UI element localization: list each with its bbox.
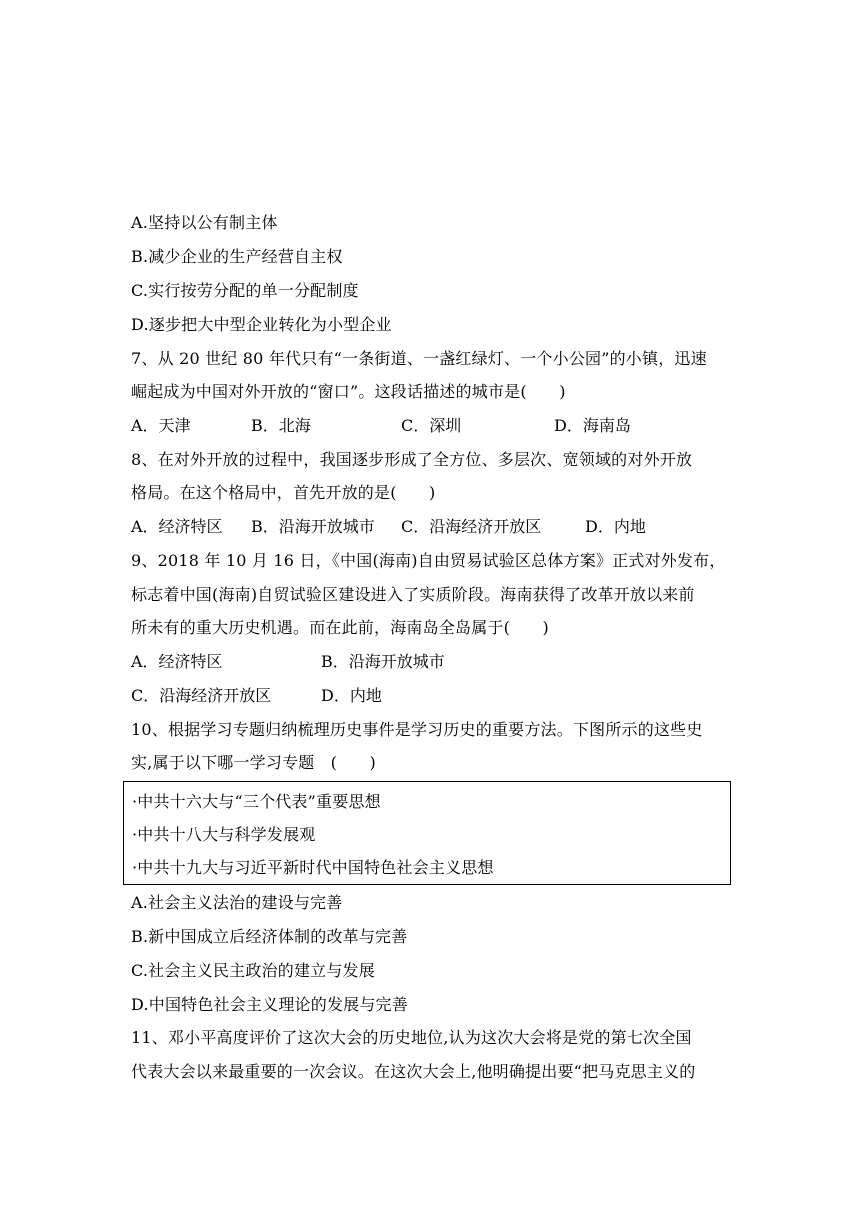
q10-box-item-2: ·中共十八大与科学发展观 bbox=[132, 825, 316, 844]
q9-stem-line-2: 标志着中国(海南)自贸试验区建设进入了实质阶段。海南获得了改革开放以来前 bbox=[131, 585, 695, 604]
q7-options bbox=[131, 416, 737, 436]
q10-option-c: C.社会主义民主政治的建立与发展 bbox=[131, 961, 375, 980]
q9-option-c: C．沿海经济开放区 bbox=[131, 686, 272, 705]
q8-option-a: A．经济特区 bbox=[131, 517, 223, 536]
q8-option-b: B．沿海开放城市 bbox=[251, 517, 375, 536]
q8-stem-line-2: 格局。在这个格局中，首先开放的是( ) bbox=[131, 483, 436, 502]
q9-options-row-2 bbox=[131, 686, 737, 706]
q8-options bbox=[131, 517, 737, 537]
q7-option-a: A．天津 bbox=[131, 416, 191, 435]
q8-option-d: D．内地 bbox=[585, 517, 646, 536]
q7-option-b: B．北海 bbox=[251, 416, 311, 435]
q11-stem-line-1: 11、邓小平高度评价了这次大会的历史地位,认为这次大会将是党的第七次全国 bbox=[131, 1028, 692, 1047]
q6-option-a: A.坚持以公有制主体 bbox=[131, 213, 278, 232]
q7-stem-line-1: 7、从 20 世纪 80 年代只有“一条街道、一盏红绿灯、一个小公园”的小镇，迅速 bbox=[131, 349, 707, 368]
q9-option-b: B．沿海开放城市 bbox=[321, 652, 445, 671]
q10-stem-line-2: 实,属于以下哪一学习专题 ( ) bbox=[131, 753, 376, 772]
q9-stem-line-3: 所未有的重大历史机遇。而在此前，海南岛全岛属于( ) bbox=[131, 618, 549, 637]
q10-option-a: A.社会主义法治的建设与完善 bbox=[131, 893, 343, 912]
q7-option-d: D．海南岛 bbox=[554, 416, 631, 435]
q6-option-c: C.实行按劳分配的单一分配制度 bbox=[131, 281, 359, 300]
q9-option-a: A．经济特区 bbox=[131, 652, 223, 671]
q10-option-d: D.中国特色社会主义理论的发展与完善 bbox=[131, 995, 408, 1014]
q9-options-row-1 bbox=[131, 652, 737, 672]
q10-info-box bbox=[123, 781, 731, 885]
q9-stem-line-1: 9、2018 年 10 月 16 日，《中国(海南)自由贸易试验区总体方案》正式对外发布， bbox=[131, 551, 726, 570]
q7-stem-line-2: 崛起成为中国对外开放的“窗口”。这段话描述的城市是( ) bbox=[131, 382, 566, 401]
q10-box-item-1: ·中共十六大与“三个代表”重要思想 bbox=[132, 792, 381, 811]
q10-box-item-3: ·中共十九大与习近平新时代中国特色社会主义思想 bbox=[132, 858, 494, 877]
q10-stem-line-1: 10、根据学习专题归纳梳理历史事件是学习历史的重要方法。下图所示的这些史 bbox=[131, 720, 703, 739]
q9-option-d: D．内地 bbox=[321, 686, 382, 705]
q6-option-d: D.逐步把大中型企业转化为小型企业 bbox=[131, 315, 392, 334]
q11-stem-line-2: 代表大会以来最重要的一次会议。在这次大会上,他明确提出要“把马克思主义的 bbox=[131, 1062, 696, 1081]
q8-stem-line-1: 8、在对外开放的过程中，我国逐步形成了全方位、多层次、宽领域的对外开放 bbox=[131, 450, 693, 469]
q10-option-b: B.新中国成立后经济体制的改革与完善 bbox=[131, 927, 408, 946]
q7-option-c: C．深圳 bbox=[401, 416, 462, 435]
q8-option-c: C．沿海经济开放区 bbox=[401, 517, 542, 536]
q6-option-b: B.减少企业的生产经营自主权 bbox=[131, 247, 343, 266]
